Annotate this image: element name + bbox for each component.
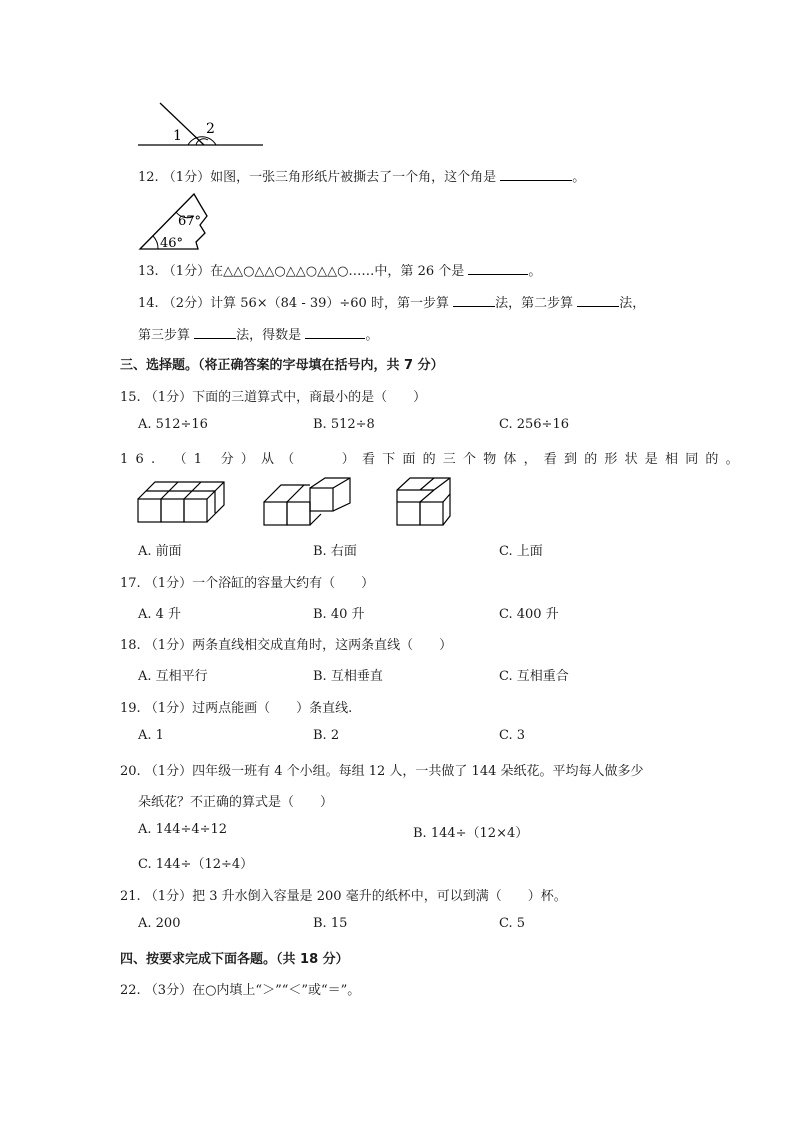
q13-line bbox=[138, 260, 541, 279]
q13-end: 。 bbox=[528, 264, 542, 279]
q12-end: 。 bbox=[572, 170, 586, 185]
triangle-top-angle-label: 67° bbox=[178, 214, 202, 229]
q14-text-d: 第三步算 bbox=[138, 328, 191, 343]
q13-answer-blank[interactable] bbox=[468, 260, 528, 275]
triangle-bottom-angle-label: 46° bbox=[160, 236, 184, 251]
section4-title: 四、按要求完成下面各题。（共 18 分） bbox=[120, 952, 349, 967]
q12-answer-blank[interactable] bbox=[500, 166, 572, 181]
q16-option-a[interactable]: A. 前面 bbox=[138, 544, 182, 559]
cube-object-3 bbox=[396, 476, 456, 528]
q20-question-line1: 20. （1分）四年级一班有 4 个小组。每组 12 人，一共做了 144 朵纸花。平均每人做多少 bbox=[120, 764, 644, 779]
q15-question: 15. （1分）下面的三道算式中，商最小的是（ ） bbox=[120, 390, 427, 405]
q21-question: 21. （1分）把 3 升水倒入容量是 200 毫升的纸杯中，可以到满（ ）杯。 bbox=[120, 889, 567, 904]
q15-option-a[interactable]: A. 512÷16 bbox=[138, 417, 208, 432]
q18-option-b[interactable]: B. 互相垂直 bbox=[313, 669, 383, 684]
q21-option-b[interactable]: B. 15 bbox=[313, 916, 348, 931]
q20-option-a[interactable]: A. 144÷4÷12 bbox=[138, 822, 228, 837]
q20-option-b[interactable]: B. 144÷（12×4） bbox=[413, 826, 529, 841]
torn-triangle-figure bbox=[138, 192, 218, 252]
q14-step1-blank[interactable] bbox=[453, 292, 495, 307]
q15-option-c[interactable]: C. 256÷16 bbox=[499, 417, 569, 432]
q16-option-c[interactable]: C. 上面 bbox=[499, 544, 543, 559]
q22-question: 22. （3分）在○内填上“＞”“＜”或“＝”。 bbox=[120, 983, 361, 998]
q14-end: 。 bbox=[365, 328, 379, 343]
q13-text: 13. （1分）在△△○△△○△△○△△○……中，第 26 个是 bbox=[138, 264, 465, 279]
q14-step2-blank[interactable] bbox=[577, 292, 619, 307]
q14-line1 bbox=[138, 292, 645, 311]
q20-option-c[interactable]: C. 144÷（12÷4） bbox=[138, 857, 254, 872]
angle-figure bbox=[138, 100, 268, 150]
q14-text-e: 法，得数是 bbox=[236, 328, 302, 343]
q16-option-b[interactable]: B. 右面 bbox=[313, 544, 357, 559]
cube-object-1 bbox=[137, 478, 227, 526]
q12-text: 12. （1分）如图，一张三角形纸片被撕去了一个角，这个角是 bbox=[138, 170, 497, 185]
q18-question: 18. （1分）两条直线相交成直角时，这两条直线（ ） bbox=[120, 638, 453, 653]
q17-option-b[interactable]: B. 40 升 bbox=[313, 607, 365, 622]
q15-option-b[interactable]: B. 512÷8 bbox=[313, 417, 375, 432]
section3-title: 三、选择题。（将正确答案的字母填在括号内，共 7 分） bbox=[120, 358, 444, 373]
q14-result-blank[interactable] bbox=[305, 324, 365, 339]
q17-option-c[interactable]: C. 400 升 bbox=[499, 607, 559, 622]
q17-question: 17. （1分）一个浴缸的容量大约有（ ） bbox=[120, 576, 375, 591]
q19-option-b[interactable]: B. 2 bbox=[313, 728, 340, 743]
q21-option-a[interactable]: A. 200 bbox=[138, 916, 181, 931]
q14-text-a: 14. （2分）计算 56×（84 - 39）÷60 时，第一步算 bbox=[138, 296, 449, 311]
q19-question: 19. （1分）过两点能画（ ）条直线. bbox=[120, 701, 353, 716]
q19-option-c[interactable]: C. 3 bbox=[499, 728, 526, 743]
q18-option-c[interactable]: C. 互相重合 bbox=[499, 669, 569, 684]
q18-option-a[interactable]: A. 互相平行 bbox=[138, 669, 208, 684]
q14-text-c: 法， bbox=[619, 296, 646, 311]
q16-question: 16. （1 分）从（ ）看下面的三个物体，看到的形状是相同的。 bbox=[120, 452, 746, 467]
q17-option-a[interactable]: A. 4 升 bbox=[138, 607, 182, 622]
angle-1-label: 1 bbox=[173, 128, 182, 144]
q12-line bbox=[138, 166, 585, 185]
angle-2-label: 2 bbox=[206, 121, 215, 137]
q14-text-b: 法，第二步算 bbox=[495, 296, 574, 311]
q14-line2 bbox=[138, 324, 378, 343]
q21-option-c[interactable]: C. 5 bbox=[499, 916, 526, 931]
q14-step3-blank[interactable] bbox=[194, 324, 236, 339]
q20-question-line2: 朵纸花？不正确的算式是（ ） bbox=[138, 795, 334, 810]
cube-object-2 bbox=[263, 476, 358, 528]
q19-option-a[interactable]: A. 1 bbox=[138, 728, 164, 743]
